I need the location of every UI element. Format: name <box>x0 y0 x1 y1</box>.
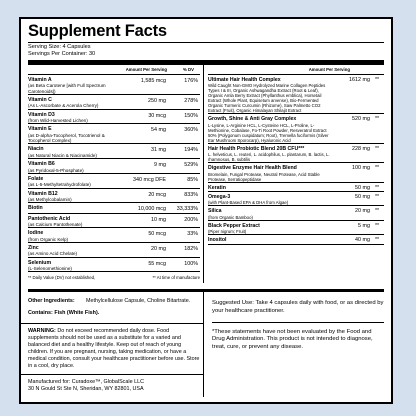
blend-name-cell <box>208 221 330 234</box>
blend-amount: 5 mg <box>358 222 370 229</box>
blend-amount: 50 mg <box>355 184 370 191</box>
nutrient-amount: 250 mg <box>148 98 166 104</box>
facts-columns <box>28 65 384 283</box>
nutrient-row <box>28 214 200 229</box>
right-header <box>208 65 384 75</box>
blend-amount: 228 mg <box>352 145 370 152</box>
left-header <box>28 65 200 75</box>
nutrient-source: (from Wild-Harvested Lichen) <box>28 118 88 124</box>
nutrient-source: (as L-5-Methyltetrahydrofolate) <box>28 182 91 188</box>
other-ingredients-text: Methylcellulose Capsule, Choline Bitartrate. <box>86 298 191 305</box>
lower-left <box>28 292 204 397</box>
nutrient-name: Vitamin C <box>28 97 52 103</box>
nutrient-name-cell <box>28 124 122 143</box>
nutrient-amount: 20 mg <box>151 245 166 252</box>
nutrient-name: Folate <box>28 175 44 182</box>
blend-dv-marker: ** <box>374 165 380 172</box>
nutrient-name-cell <box>28 110 122 124</box>
blend-amount: 1612 mg <box>349 77 370 83</box>
nutrient-name: Iodine <box>28 230 44 237</box>
nutrient-dv: 100% <box>184 260 198 267</box>
manufacturer-line1: Manufactured for: Curadoxe™, GlobalScale LLC <box>28 379 144 386</box>
nutrient-name-cell <box>28 214 122 228</box>
nutrient-source: (as Methylcobalamin) <box>28 196 72 202</box>
blend-ingredients: Wild Caught Non-GMO Hydrolyzed Marine Collagen Peptides Types I & III, Organic Ashwagandha Extract (Root & Leaf), Organic Amla Berry Extract (Phyllanthus emblica), Horsetail Extract (Whole Plant, Equisetum arvense), Bio-Fermented Organic Turmeric Curcumin (Rhizome), Saw Palmetto CO2 Extract (Fruit), Organic Himalayan Shilajit Extract <box>208 83 326 114</box>
nutrient-name-cell <box>28 159 122 173</box>
blend-name: Omega-3 <box>208 194 231 201</box>
blend-ingredients: (from Organic Bamboo) <box>208 214 253 220</box>
nutrient-name-cell <box>28 203 122 212</box>
blend-name-cell <box>208 114 330 142</box>
blend-row <box>208 144 384 163</box>
contains-allergens: Contains: Fish (White Fish). <box>28 310 100 317</box>
nutrient-name-cell <box>28 258 122 272</box>
blend-ingredients: (with Plant-Based EPA & DHA from Algae) <box>208 200 289 206</box>
blend-amount: 520 mg <box>352 116 370 123</box>
blend-name: Inositol <box>208 237 227 244</box>
nutrient-amount: 54 mg <box>151 127 166 134</box>
nutrient-name-cell <box>28 174 122 188</box>
nutrient-name: Biotin <box>28 205 43 212</box>
blend-ingredients: L. helveticus, L. reuteri, L. acidophilus, L. plantarum, B. lactis, L. rhamnosus, B. subtilis <box>208 152 330 163</box>
blend-name-cell <box>208 206 330 219</box>
blend-row <box>208 192 384 206</box>
nutrient-row <box>28 203 200 213</box>
manufacturer-line2: 30 N Gould St Ste N, Sheridan, WY 82801, USA <box>28 386 144 393</box>
blend-row <box>208 75 384 114</box>
blend-name: Black Pepper Extract <box>208 222 260 229</box>
blend-name: Growth, Shine & Anti Gray Complex <box>208 116 297 123</box>
warning-label: WARNING: <box>28 328 56 335</box>
blend-name-cell <box>208 235 330 243</box>
blend-name-cell <box>208 183 330 191</box>
blend-row <box>208 235 384 244</box>
nutrient-amount: 55 mcg <box>148 260 166 267</box>
nutrient-dv: 360% <box>184 127 198 134</box>
blend-amount: 20 mg <box>355 208 370 215</box>
nutrient-amount: 340 mcg DFE <box>133 176 166 183</box>
nutrient-name: Vitamin D3 <box>28 111 55 118</box>
servings-per-container: Servings Per Container: 30 <box>28 51 96 57</box>
nutrient-name-cell <box>28 144 122 158</box>
nutrient-name-cell <box>28 243 122 257</box>
nutrient-name-cell <box>28 95 122 109</box>
blend-name-cell <box>208 75 330 113</box>
nutrient-dv: 176% <box>184 78 198 84</box>
divider <box>212 322 384 323</box>
manufacturer <box>28 375 200 397</box>
blend-ingredients: L-Lysine, L-Arginine HCL, L-Cysteine HCL, L-Proline, L-Methionine, Cobalase, Fo-Ti Root Powder, Resveratrol Extract 50% (Polygonum cuspidatum; Root), Tremella fuciformis (Silver Ear Mushroom Sporocarp), Hyaluronic Acid <box>208 122 329 143</box>
nutrient-row <box>28 258 200 273</box>
nutrient-name-cell <box>28 189 122 203</box>
lower-section <box>28 292 384 397</box>
nutrient-row <box>28 95 200 110</box>
blend-name: Ultimate Hair Health Complex <box>208 77 281 83</box>
nutrient-source: (as Amino Acid Chelate) <box>28 251 78 257</box>
blend-dv-marker: ** <box>374 145 380 152</box>
nutrient-row <box>28 243 200 258</box>
blend-name: Keratin <box>208 184 226 191</box>
nutrient-source: (as D-alpha-Tocopherol, Tocotrienol & Tocopherol Complex) <box>28 132 105 144</box>
nutrient-row <box>28 144 200 159</box>
dv-header: % DV <box>183 67 194 72</box>
fda-disclaimer: *These statements have not been evaluated by the Food and Drug Administration. This product is not intended to diagnose, treat, cure, or prevent any disease. <box>212 328 373 351</box>
left-footnotes <box>28 272 200 283</box>
blend-row <box>208 206 384 220</box>
blend-row <box>208 221 384 235</box>
nutrient-name: Vitamin E <box>28 126 52 133</box>
nutrient-source: (As L-Ascorbate & Acerola Cherry) <box>28 103 99 109</box>
nutrient-name: Vitamin A <box>28 77 52 83</box>
other-ingredients <box>28 292 200 305</box>
nutrient-source: (as Beta Carotene [with Full Spectrum Carotenoids]) <box>28 83 106 94</box>
blend-name-cell <box>208 144 330 162</box>
amount-header-right: Amount Per Serving <box>308 67 350 72</box>
nutrient-dv: 200% <box>184 216 198 223</box>
right-rows <box>208 75 384 245</box>
nutrient-row <box>28 159 200 174</box>
nutrient-row <box>28 124 200 144</box>
nutrient-source: (as Pyridoxal-5-Phosphate) <box>28 167 84 173</box>
nutrient-source: (from Organic Kelp) <box>28 236 69 242</box>
blend-name: Digestive Enzyme Hair Health Blend <box>208 165 297 172</box>
blend-dv-marker: ** <box>374 194 380 201</box>
blend-dv-marker: ** <box>374 222 380 229</box>
nutrient-dv: 182% <box>184 245 198 252</box>
blend-name: Hair Health Probiotic Blend 20B CFU*** <box>208 145 305 152</box>
nutrient-dv: 833% <box>184 191 198 198</box>
nutrient-name: Pantothenic Acid <box>28 215 71 222</box>
nutrient-row <box>28 228 200 243</box>
blend-row <box>208 114 384 143</box>
blend-ingredients: Bromelain, Fungal Protease, Neutral Protease, Acid Stable Protease, Serratiopeptidase <box>208 171 320 182</box>
nutrient-name: Selenium <box>28 259 52 266</box>
nutrient-dv: 278% <box>184 98 198 104</box>
blend-dv-marker: ** <box>374 77 380 83</box>
blend-ingredients: (Piper nigrum; Fruit) <box>208 229 247 235</box>
supplement-facts-panel <box>19 17 393 404</box>
panel-title: Supplement Facts <box>28 22 167 40</box>
blend-name: Silica <box>208 208 222 215</box>
nutrient-name: Niacin <box>28 146 44 153</box>
amount-header: Amount Per Serving <box>125 67 167 72</box>
blend-name-cell <box>208 192 330 205</box>
nutrient-source: (as Natural Niacin & Niacinamide) <box>28 152 97 158</box>
nutrient-row <box>28 110 200 125</box>
nutrient-dv: 85% <box>187 176 198 183</box>
suggested-use: Suggested Use: Take 4 capsules daily with food, or as directed by your healthcare practitioner. <box>212 300 384 315</box>
blend-name-cell <box>208 163 330 181</box>
blend-dv-marker: ** <box>374 116 380 123</box>
nutrient-name-cell <box>28 75 122 94</box>
nutrient-dv: 150% <box>184 112 198 119</box>
nutrient-name: Vitamin B6 <box>28 161 55 168</box>
blend-amount: 100 mg <box>352 165 370 172</box>
nutrient-row <box>28 75 200 95</box>
nutrient-dv: 529% <box>184 162 198 169</box>
nutrient-name-cell <box>28 228 122 242</box>
footnote-time: ** At time of manufacture <box>152 275 200 281</box>
nutrient-amount: 50 mcg <box>148 231 166 238</box>
nutrient-amount: 30 mcg <box>148 112 166 119</box>
blend-row <box>208 163 384 182</box>
warning-text <box>28 324 200 374</box>
nutrient-row <box>28 189 200 204</box>
left-rows <box>28 75 200 272</box>
nutrient-name: Vitamin B12 <box>28 190 58 197</box>
lower-right <box>204 292 384 397</box>
blend-dv-marker: ** <box>374 208 380 215</box>
blend-dv-marker: ** <box>374 237 380 244</box>
nutrient-amount: 20 mcg <box>148 191 166 198</box>
nutrient-amount: 31 mg <box>151 147 166 154</box>
blend-amount: 50 mg <box>355 194 370 201</box>
nutrient-row <box>28 174 200 189</box>
nutrient-name: Zinc <box>28 244 39 251</box>
divider <box>28 42 384 43</box>
nutrient-dv: 194% <box>184 147 198 154</box>
blend-row <box>208 183 384 192</box>
nutrient-amount: 9 mg <box>154 162 166 169</box>
right-column <box>204 65 384 283</box>
serving-size: Serving Size: 4 Capsules <box>28 44 91 50</box>
nutrient-source: (L-Selenomethionine) <box>28 266 72 272</box>
left-column <box>28 65 204 283</box>
nutrient-dv: 33% <box>187 231 198 238</box>
nutrient-amount: 10,000 mcg <box>137 206 166 213</box>
footnote-dv: ** Daily Value (DV) not established, <box>28 275 96 281</box>
other-ingredients-label: Other Ingredients: <box>28 298 75 305</box>
nutrient-amount: 10 mg <box>151 216 166 223</box>
blend-amount: 40 mg <box>355 237 370 244</box>
nutrient-source: (as Calcium Pantothenate) <box>28 221 83 227</box>
nutrient-amount: 1,585 mcg <box>140 78 166 84</box>
nutrient-dv: 33,333% <box>176 206 198 213</box>
blend-dv-marker: ** <box>374 184 380 191</box>
warning-body: Do not exceed recommended daily dose. Food supplements should not be used as a substitute for a varied and balanced diet and a healthy lifestyle. Keep out of reach of young children. If you are pregnant, nursing, taking medication, or have a medical condition, consult your healthcare practitioner before use. Store in a cool, dry place. <box>28 328 200 370</box>
